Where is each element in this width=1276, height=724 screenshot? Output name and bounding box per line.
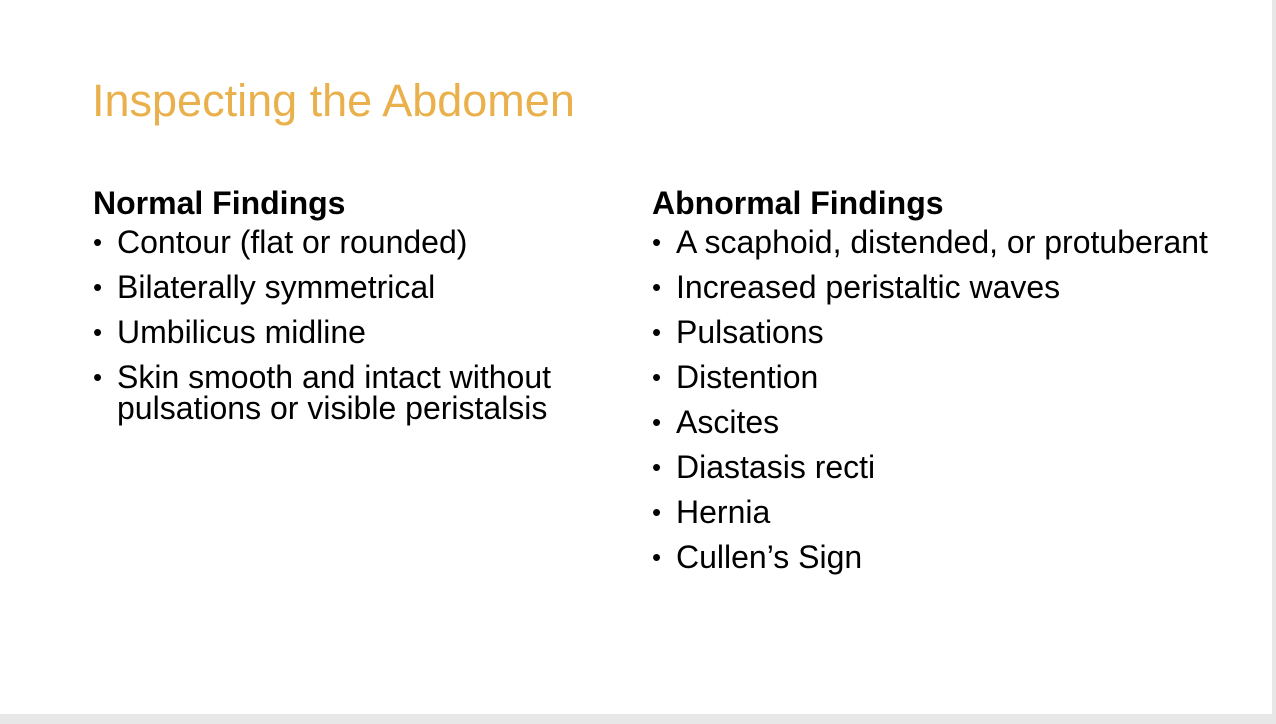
abnormal-findings-heading: Abnormal Findings <box>652 185 944 221</box>
list-item <box>93 359 633 426</box>
list-item-text: Hernia <box>676 494 771 530</box>
list-item <box>652 539 1242 575</box>
list-item <box>652 269 1242 305</box>
list-item <box>652 224 1242 260</box>
list-item <box>652 449 1242 485</box>
list-item-text: Bilaterally symmetrical <box>117 269 436 305</box>
list-item <box>652 314 1242 350</box>
list-item <box>652 404 1242 440</box>
list-item-text: Pulsations <box>676 314 824 350</box>
slide-title: Inspecting the Abdomen <box>92 75 575 126</box>
bullet-icon: • <box>652 407 662 437</box>
list-item-text: Umbilicus midline <box>117 314 366 350</box>
bullet-icon: • <box>652 272 662 302</box>
bullet-icon: • <box>652 452 662 482</box>
list-item <box>93 224 633 260</box>
list-item-text: Contour (flat or rounded) <box>117 224 468 260</box>
list-item <box>93 269 633 305</box>
bottom-scroll-area <box>0 714 1276 724</box>
normal-findings-column <box>93 183 633 438</box>
list-item <box>93 314 633 350</box>
bullet-icon: • <box>93 317 103 347</box>
bullet-icon: • <box>652 362 662 392</box>
list-item <box>652 494 1242 530</box>
bullet-icon: • <box>652 317 662 347</box>
list-item-text: Distention <box>676 359 819 395</box>
normal-findings-heading: Normal Findings <box>93 185 346 221</box>
bullet-icon: • <box>652 497 662 527</box>
list-item-text: Increased peristaltic waves <box>676 269 1061 305</box>
abnormal-findings-list <box>652 224 1242 575</box>
list-item-text: Diastasis recti <box>676 449 876 485</box>
bullet-icon: • <box>652 227 662 257</box>
bullet-icon: • <box>652 542 662 572</box>
bullet-icon: • <box>93 272 103 302</box>
bullet-icon: • <box>93 227 103 257</box>
list-item-text: Cullen’s Sign <box>676 539 863 575</box>
list-item-text: Ascites <box>676 404 780 440</box>
list-item-text: A scaphoid, distended, or protuberant <box>676 224 1208 260</box>
list-item <box>652 359 1242 395</box>
abnormal-findings-column <box>652 183 1242 587</box>
bullet-icon: • <box>93 362 103 392</box>
list-item-text: Skin smooth and intact without pulsations or visible peristalsis <box>117 359 552 426</box>
normal-findings-list <box>93 224 633 426</box>
